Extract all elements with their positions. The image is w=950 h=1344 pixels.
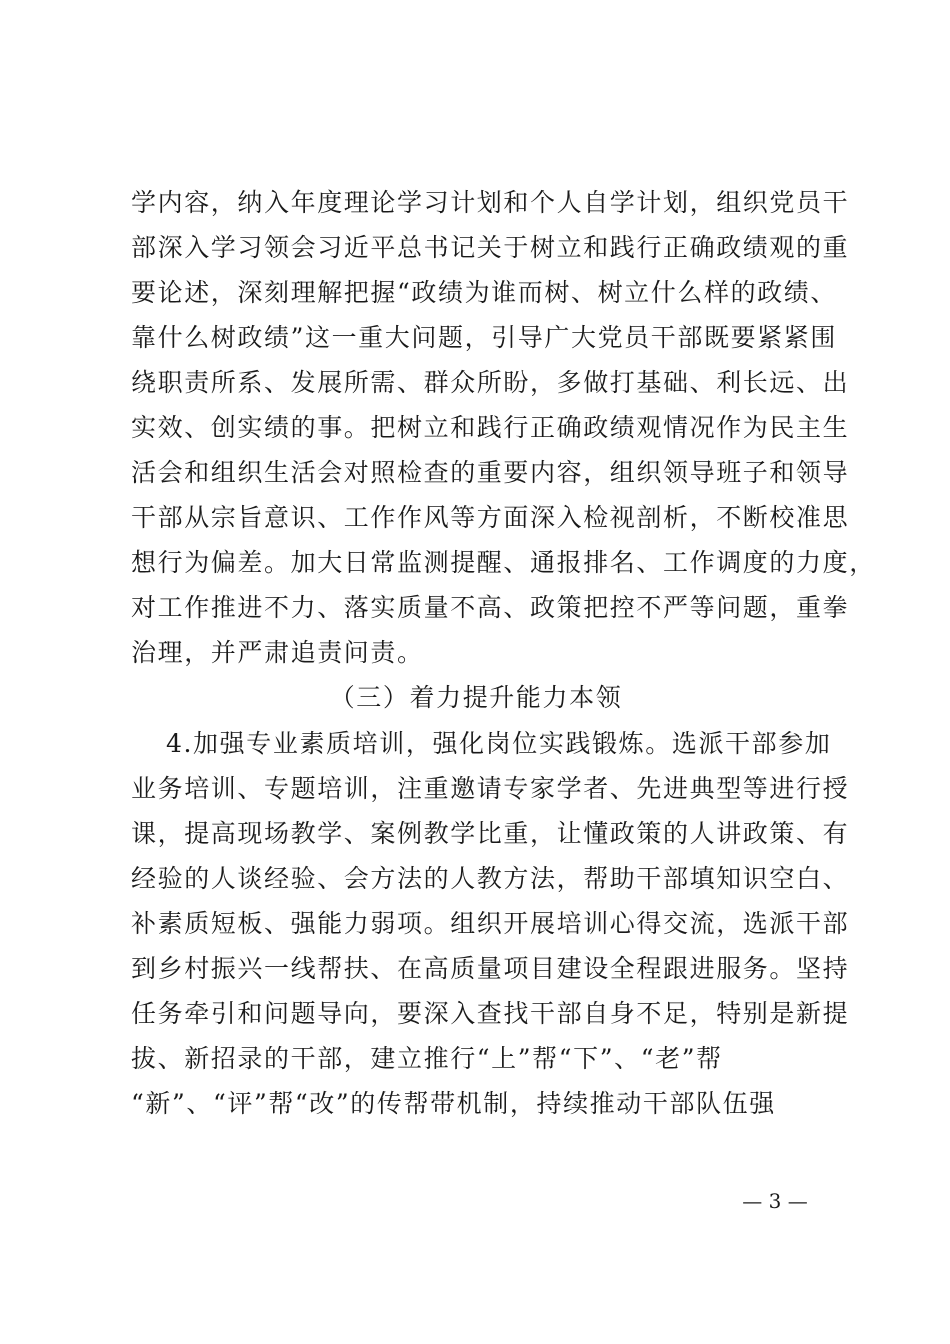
body-line: 干部从宗旨意识、工作作风等方面深入检视剖析，不断校准思 <box>131 503 850 532</box>
body-line: 业务培训、专题培训，注重邀请专家学者、先进典型等进行授 <box>131 774 850 803</box>
body-line: 治理，并严肃追责问责。 <box>131 638 424 667</box>
body-line: 想行为偏差。加大日常监测提醒、通报排名、工作调度的力度， <box>131 548 876 577</box>
body-line: 要论述，深刻理解把握“政绩为谁而树、树立什么样的政绩、 <box>131 278 837 307</box>
body-line: 到乡村振兴一线帮扶、在高质量项目建设全程跟进服务。坚持 <box>131 954 850 983</box>
body-line: 补素质短板、强能力弱项。组织开展培训心得交流，选派干部 <box>131 909 850 938</box>
page-number: — 3 — <box>742 1189 808 1213</box>
body-line: 实效、创实绩的事。把树立和践行正确政绩观情况作为民主生 <box>131 413 850 442</box>
section-heading: （三）着力提升能力本领 <box>329 683 623 712</box>
body-line: 课，提高现场教学、案例教学比重，让懂政策的人讲政策、有 <box>131 819 850 848</box>
body-line: 任务牵引和问题导向，要深入查找干部自身不足，特别是新提 <box>131 999 850 1028</box>
body-line: 活会和组织生活会对照检查的重要内容，组织领导班子和领导 <box>131 458 850 487</box>
body-line: 学内容，纳入年度理论学习计划和个人自学计划，组织党员干 <box>131 188 850 217</box>
body-line: 经验的人谈经验、会方法的人教方法，帮助干部填知识空白、 <box>131 864 850 893</box>
body-line: 绕职责所系、发展所需、群众所盼，多做打基础、利长远、出 <box>131 368 850 397</box>
body-line: 部深入学习领会习近平总书记关于树立和践行正确政绩观的重 <box>131 233 850 262</box>
body-line: 拔、新招录的干部，建立推行“上”帮“下”、“老”帮 <box>131 1044 723 1073</box>
body-line: 靠什么树政绩”这一重大问题，引导广大党员干部既要紧紧围 <box>131 323 837 352</box>
body-line: 对工作推进不力、落实质量不高、政策把控不严等问题，重拳 <box>131 593 850 622</box>
body-line: 4.加强专业素质培训，强化岗位实践锻炼。选派干部参加 <box>166 729 832 758</box>
body-line: “新”、“评”帮“改”的传帮带机制，持续推动干部队伍强 <box>131 1089 776 1118</box>
